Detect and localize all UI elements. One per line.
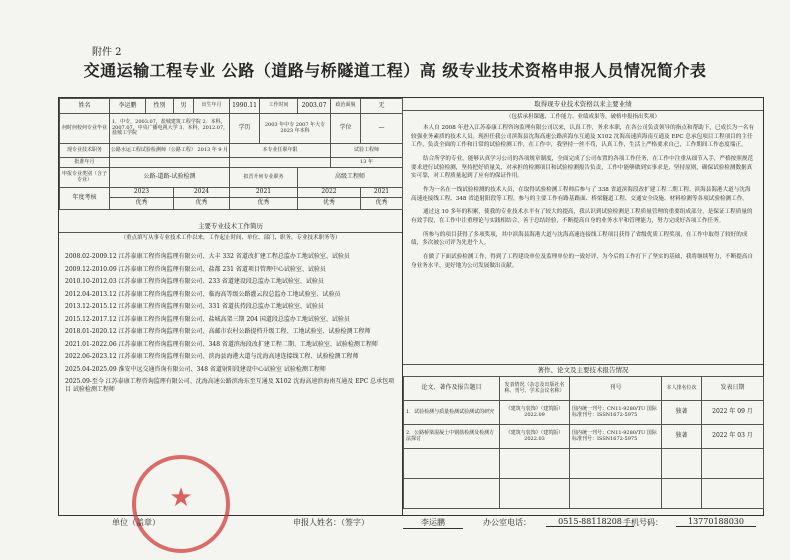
career-title: 主要专业技术工作简历 <box>59 221 402 233</box>
career-item: 2013.12-2015.12 江苏泰康工程咨询监理有限公司、331 省道扶持段总监办工地试验室、试验员 <box>65 303 324 310</box>
duty-subtitle: （包括承担课题、工作能力、业绩成果等，破格申报指出奖项） <box>505 114 660 120</box>
gender-value: 男 <box>174 99 194 114</box>
duty-paragraph: 通过这 10 多年的积累，使我的专业技术水平有了较大的提高，我认识到试验检测是工程质量管理的重要组成部分，是保证工程质量的有效手段，在工作中注重理论与实践相结合，善于总结经验，不断提高自身的业务水平和管理能力，努力完成好各项工作任务。 <box>411 209 753 224</box>
signature-row <box>58 513 762 531</box>
applicant-label: 申报人姓名：（签字） <box>293 518 369 527</box>
paper-title: 2．公路桥梁混凝土中钢筋检测及检测方法探讨 <box>404 425 500 449</box>
school-label: 何时何校何专业毕业 <box>60 114 110 144</box>
paper-date: 2022 年 03 月 <box>702 425 764 449</box>
unit-label: 单位（盖章） <box>112 518 160 527</box>
apply-label: 申报专业类别（含子专业） <box>60 168 110 188</box>
eval-result-3: 优秀 <box>230 198 298 210</box>
mobile-phone: 13770188030 <box>676 517 756 527</box>
school-value: 1．中专，2003.07，盐城建筑工程学院 2．本科，2007.07，中央广播电视大学 3．本科，2012.07，盐城工学院 <box>110 114 230 144</box>
duty-paragraph: 作为一名在一线试验检测的技术人员，在取得试验检测工程师后参与了 338 省道滨海段改扩建工程二期工程、滨海县海港大道与沈海高速连接线工程、348 省道射阳段等工程，参与的主要工作有路基路面、桥梁隧道工程、交通安全设施、材料检测等各项试验检测工作。 <box>411 186 751 202</box>
career-item: 2008.02-2009.12 江苏泰康工程咨询监理有限公司、大丰 332 省道改扩建工程总监办工地试验室、试验员 <box>65 253 350 260</box>
paper-issn: 国内统一刊号：CN11-9280/TU 国际标准刊号：ISSN1672-5975 <box>570 425 662 449</box>
years-label: 本专业任职年限 <box>230 144 331 158</box>
papers-header-title: 论文、著作及报告题目 <box>404 377 500 401</box>
name-label: 姓名 <box>60 99 110 114</box>
eval-year-2: 2024 <box>174 188 230 198</box>
basic-info-table <box>59 98 403 210</box>
eval-result-5: 优秀 <box>361 198 403 210</box>
career-item: 2010.10-2012.03 江苏泰康工程咨询监理有限公司、233 省道建设段总监办工地试验室、试验员 <box>65 278 324 285</box>
left-panel <box>59 98 403 515</box>
approve-label: 批准年月 <box>60 158 110 168</box>
career-item: 2021.01-2022.06 江苏泰康工程咨询监理有限公司、348 省道滨海段改扩建工程二期、工地试验室、试验检测工程师 <box>65 340 378 348</box>
career-list <box>65 253 397 398</box>
paper-title: 1．试验检测与质量检测试验测试的研究 <box>404 401 500 425</box>
xw-value: — <box>361 114 403 144</box>
birth-label: 出生年月 <box>194 99 230 114</box>
attachment-label: 附件 2 <box>92 47 122 58</box>
duty-paragraph: 结合所学的专业，能够认真学习公司的各项规章制度，全面完成了公司布置的各项工作任务，在工作中注重从细节入手，严格按照规范要求进行试验检测，坚持把好质量关，对承担的检测项目和试验检测报告负责，工作中能够做到实事求是，坚持原则，确保试验检测数据真实可靠，对工程质量起到了应有的保证作用。 <box>411 155 754 180</box>
paper-pub: 《建筑与装饰》（建筑版）2022.03 <box>500 425 570 449</box>
seal-star-icon: ★ <box>169 483 193 513</box>
assess-label: 拟晋升何专业职务 <box>230 168 298 188</box>
papers-header-pub: 发表情况（杂志及出版社名称、刊号、学术会议名称） <box>500 377 570 401</box>
degree-value: 2003 年中专 2007 年大专 2023 年本科 <box>260 114 331 144</box>
name-value: 李运鹏 <box>110 99 146 114</box>
eval-label: 年度考核 <box>60 188 110 210</box>
eval-year-1: 2023 <box>110 188 174 198</box>
applicant-name: 李运鹏 <box>403 517 463 529</box>
duty-paragraph: 本人自 2008 年进入江苏泰康工程咨询监理有限公司以来，认真工作，务求本职，在各公司负责领导的指点和帮助下，已成长为一名有较强业务素质的技术人员。现担任我公司滨海县沈海高速公路滨海东互通及 X102 沈海高速滨海南互通及 EPC 总承包项目工程项目的主任工作，负责全面的工作和日常的试验检测工作，在工作中，我坚持一丝不苟，认真工作，生活上严格要求自己，工作期间工作态度端正。 <box>411 125 755 149</box>
degree-label: 学历 <box>230 114 260 144</box>
mobile-label: 手机号码： <box>623 518 663 527</box>
eval-result-1: 优秀 <box>110 198 174 210</box>
papers-header-issn: 刊号 <box>570 377 662 401</box>
office-phone-label: 办公室电话： <box>483 518 531 527</box>
paper-rank: 独著 <box>662 401 702 425</box>
duty-paragraph: 在做了下面试验检测工作，得到了工程建设单位及监理单位的一致好评，为今后的工作打下了坚实的基础，我将继续努力，不断提高自身业务水平，更好地为公司发展做出贡献。 <box>411 253 754 269</box>
papers-title: 著作、论文及主要技术报告情况 <box>403 364 763 377</box>
role-label: 试验工程师 <box>331 144 403 158</box>
career-item: 2018.01-2020.12 江苏泰康工程咨询监理有限公司、高邮市农村公路提档升级工程、工地试验室、试验检测工程师 <box>65 328 371 335</box>
office-phone: 0515-88118208 <box>546 517 634 527</box>
gender-label: 性别 <box>146 99 174 114</box>
official-seal <box>132 455 230 553</box>
position-label: 现专业技术职务 <box>60 144 110 158</box>
papers-header-date: 发表日期 <box>702 377 764 401</box>
papers-table <box>403 376 764 509</box>
page-title: 交通运输工程专业 公路（道路与桥隧道工程）高 级专业技术资格申报人员情况简介表 <box>83 61 707 80</box>
career-item: 2025.04-2025.09 淮安中远交通咨询有限公司、348 省道射阳段建设中心试验室 试验检测工程师 <box>65 365 326 373</box>
position-value: 公路水运工程试验检测师（公路工程） 2013 年 9 月 <box>110 144 230 158</box>
xw-label: 学位 <box>331 114 361 144</box>
paper-pub: 《建筑与装饰》（建筑版）2022.09 <box>500 401 570 425</box>
eval-result-4: 优秀 <box>298 198 361 210</box>
party-label: 政治面貌 <box>331 99 361 114</box>
form-frame <box>58 97 764 516</box>
party-value: 无 <box>361 99 403 114</box>
role-years: 13 年 <box>331 158 403 168</box>
career-item: 2025.09-至今 江苏泰康工程咨询监理有限公司、沈海高速公路滨海东至互通及 X102 沈海高速滨海南互通及 EPC 总承包项目 试验检测工程师 <box>65 378 395 393</box>
work-value: 2003.07 <box>298 99 331 114</box>
eval-year-3: 2021 <box>230 188 298 198</box>
paper-rank: 独著 <box>662 425 702 449</box>
duty-paragraph: 所参与的项目获得了多项奖项，其中滨海县海港大道与沈海高速连接线工程项目获得了省级优质工程奖项，在工作中取得了较好的成绩，多次被公司评为先进个人。 <box>411 231 748 247</box>
career-item: 2009.12-2010.09 江苏泰康工程咨询监理有限公司、盐都 231 省道项目管理中心试验室、试验员 <box>65 265 326 273</box>
career-subtitle: （重点填写从事专业技术工作以来，工作起止时间、单位、部门、职务，专业技术职务等） <box>120 235 341 241</box>
assess-value: 高级工程师 <box>298 168 403 188</box>
birth-value: 1990.11 <box>230 99 260 114</box>
eval-year-5: 2021 <box>361 188 403 198</box>
eval-year-4: 2022 <box>298 188 361 198</box>
paper-date: 2022 年 09 月 <box>702 401 764 425</box>
career-item: 2022.06-2023.12 江苏泰康工程咨询监理有限公司、滨海县海港大道与沈海高速连接线工程、试验检测工程师 <box>65 353 359 360</box>
right-panel <box>403 98 763 515</box>
duty-title: 取得现专业技术资格以来主要业绩 <box>403 98 763 111</box>
eval-result-2: 优秀 <box>174 198 230 210</box>
paper-issn: 国内统一刊号：CN11-9280/TU 国际标准刊号：ISSN1672-5975 <box>570 401 662 425</box>
papers-header-rank: 本人排名位次 <box>662 377 702 401</box>
duty-body <box>411 124 755 275</box>
apply-value: 公路-道路-试验检测 <box>110 168 230 188</box>
career-item: 2012.04-2013.12 江苏泰康工程咨询监理有限公司、临海高等级公路灌云段总监办工地试验室、试验员 <box>65 290 341 298</box>
work-label: 工作时间 <box>260 99 298 114</box>
career-item: 2015.12-2017.12 江苏泰康工程咨询监理有限公司、盐城高架三期 204 国道段总监办工地试验室、试验员 <box>65 315 350 323</box>
